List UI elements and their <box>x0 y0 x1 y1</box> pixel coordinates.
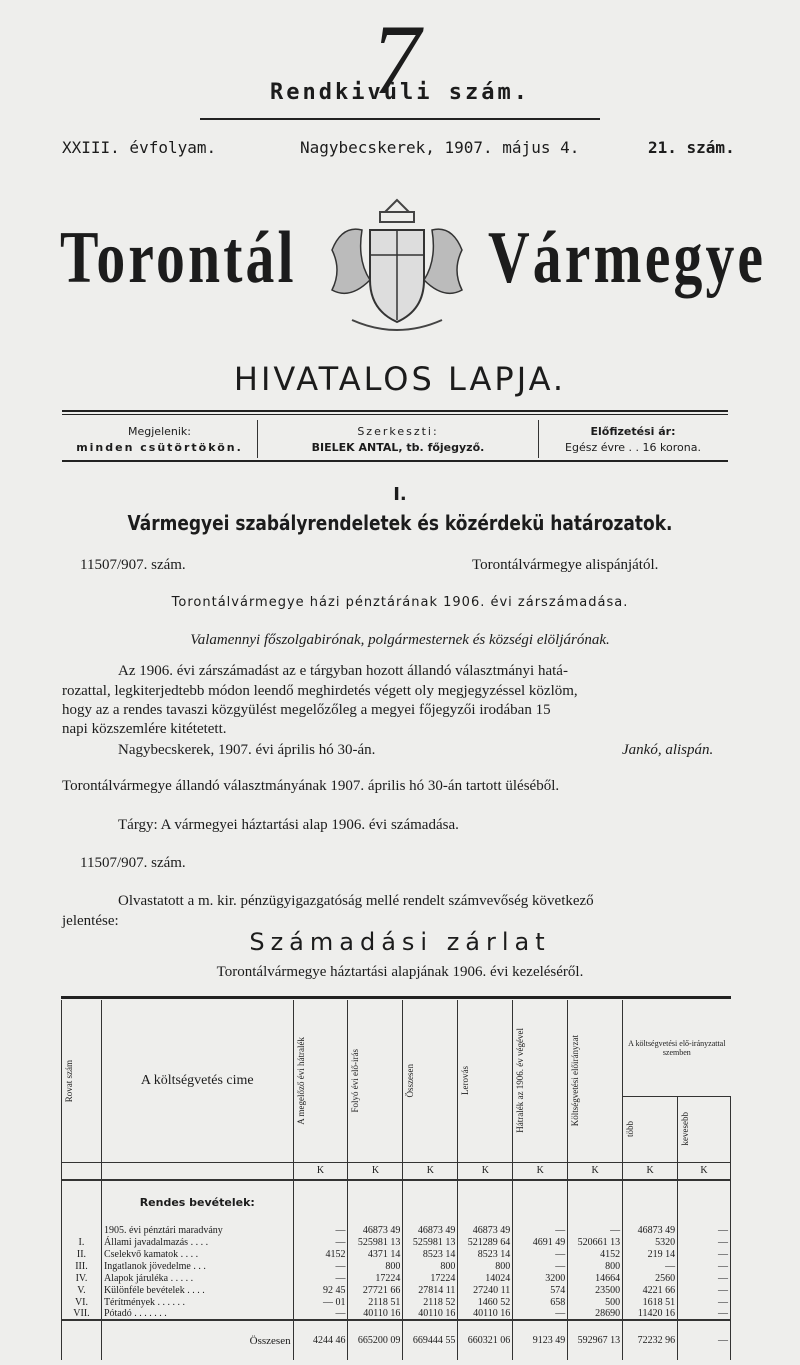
notice-paragraph-line: Az 1906. évi zárszámadást az e tárgyban hozott állandó választmányi hatá- <box>118 663 568 679</box>
cell-prev: — <box>293 1308 348 1320</box>
header-prev: A megelőző évi hátralék <box>293 1000 348 1162</box>
cell-total: 800 <box>403 1260 458 1272</box>
notice-signature: Jankó, alispán. <box>622 742 714 758</box>
cell-less: — <box>678 1284 731 1296</box>
table-row <box>62 1260 731 1272</box>
unit-k: K <box>568 1162 623 1180</box>
table-row <box>62 1236 731 1248</box>
cell-prev: — 01 <box>293 1296 348 1308</box>
cell-current: 800 <box>348 1260 403 1272</box>
cell-arrears: — <box>513 1260 568 1272</box>
cell-title: Alapok járuléka . . . . . <box>101 1272 293 1284</box>
section-label: Rendes bevételek: <box>101 1180 293 1224</box>
header-more: több <box>623 1096 678 1162</box>
unit-k: K <box>678 1162 731 1180</box>
notice-paragraph-line: rozattal, legkiterjedtebb módon leendő meghirdetés végett oly megjegyzéssel közlöm, <box>62 683 578 699</box>
total-prev: 4244 46 <box>293 1320 348 1360</box>
cell-paid: 27240 11 <box>458 1284 513 1296</box>
header-total: Összesen <box>403 1000 458 1162</box>
masthead-title-right: Vármegye <box>488 217 767 299</box>
divider <box>61 996 731 999</box>
cell-title: Pótadó . . . . . . . <box>101 1308 293 1320</box>
table-row <box>62 1308 731 1320</box>
cell-paid: 14024 <box>458 1272 513 1284</box>
cell-total: 525981 13 <box>403 1236 458 1248</box>
header-paid: Lerovás <box>458 1000 513 1162</box>
cell-more: 1618 51 <box>623 1296 678 1308</box>
budget-table <box>61 1000 731 1360</box>
cell-budget: — <box>568 1224 623 1236</box>
cell-current: 27721 66 <box>348 1284 403 1296</box>
notice-addressees: Valamennyi főszolgabirónak, polgármesternek és községi elöljárónak. <box>190 632 610 648</box>
masthead-subtitle: HIVATALOS LAPJA. <box>233 360 567 398</box>
cell-rovat: I. <box>62 1236 102 1248</box>
cell-current: 525981 13 <box>348 1236 403 1248</box>
subscription-value: Egész évre . . 16 korona. <box>565 441 701 454</box>
committee-subject: Tárgy: A vármegyei háztartási alap 1906. évi számadása. <box>118 817 459 833</box>
report-title: Számadási zárlat <box>249 928 551 956</box>
cell-paid: 800 <box>458 1260 513 1272</box>
committee-read-line: jelentése: <box>62 913 119 929</box>
cell-paid: 40110 16 <box>458 1308 513 1320</box>
cell-rovat <box>62 1224 102 1236</box>
cell-arrears: — <box>513 1248 568 1260</box>
volume-label: XXIII. évfolyam. <box>62 138 217 157</box>
section-number: I. <box>393 484 407 505</box>
cell-total: 2118 52 <box>403 1296 458 1308</box>
cell-rovat: III. <box>62 1260 102 1272</box>
cell-paid: 521289 64 <box>458 1236 513 1248</box>
report-subtitle: Torontálvármegye háztartási alapjának 1906. évi kezeléséről. <box>216 964 584 980</box>
cell-title: Állami javadalmazás . . . . <box>101 1236 293 1248</box>
coat-of-arms-icon <box>312 190 482 340</box>
cell-paid: 46873 49 <box>458 1224 513 1236</box>
cell-budget: 500 <box>568 1296 623 1308</box>
cell-prev: 92 45 <box>293 1284 348 1296</box>
cell-arrears: 574 <box>513 1284 568 1296</box>
cell-current: 4371 14 <box>348 1248 403 1260</box>
cell-more: 219 14 <box>623 1248 678 1260</box>
cell-total: 17224 <box>403 1272 458 1284</box>
cell-current: 2118 51 <box>348 1296 403 1308</box>
cell-arrears: — <box>513 1308 568 1320</box>
header-rovat: Rovat szám <box>62 1000 102 1162</box>
cell-rovat: VI. <box>62 1296 102 1308</box>
unit-k: K <box>403 1162 458 1180</box>
cell-prev: — <box>293 1236 348 1248</box>
cell-less: — <box>678 1248 731 1260</box>
issue-number: 21. szám. <box>648 138 735 157</box>
cell-arrears: 4691 49 <box>513 1236 568 1248</box>
cell-current: 17224 <box>348 1272 403 1284</box>
cell-prev: — <box>293 1260 348 1272</box>
cell-prev: — <box>293 1272 348 1284</box>
cell-budget: 28690 <box>568 1308 623 1320</box>
subscription-label: Előfizetési ár: <box>590 425 676 438</box>
header-current: Folyó évi elő-irás <box>348 1000 403 1162</box>
notice-date: Nagybecskerek, 1907. évi április hó 30-án. <box>118 742 376 758</box>
cell-budget: 14664 <box>568 1272 623 1284</box>
cell-rovat: V. <box>62 1284 102 1296</box>
cell-total: 8523 14 <box>403 1248 458 1260</box>
divider <box>62 414 728 415</box>
masthead-title-left: Torontál <box>60 217 297 299</box>
notice-ref: 11507/907. szám. <box>80 557 186 573</box>
cell-budget: 520661 13 <box>568 1236 623 1248</box>
total-paid: 660321 06 <box>458 1320 513 1360</box>
table-row <box>62 1248 731 1260</box>
cell-rovat: II. <box>62 1248 102 1260</box>
handwritten-number: 7 <box>364 4 430 115</box>
cell-less: — <box>678 1260 731 1272</box>
cell-current: 40110 16 <box>348 1308 403 1320</box>
cell-more: 11420 16 <box>623 1308 678 1320</box>
cell-rovat: IV. <box>62 1272 102 1284</box>
total-more: 72232 96 <box>623 1320 678 1360</box>
unit-k: K <box>348 1162 403 1180</box>
table-row <box>62 1224 731 1236</box>
cell-rovat: VII. <box>62 1308 102 1320</box>
cell-budget: 800 <box>568 1260 623 1272</box>
unit-k: K <box>513 1162 568 1180</box>
total-less: — <box>678 1320 731 1360</box>
info-box <box>62 420 728 458</box>
cell-more: 2560 <box>623 1272 678 1284</box>
cell-arrears: 658 <box>513 1296 568 1308</box>
cell-current: 46873 49 <box>348 1224 403 1236</box>
cell-arrears: — <box>513 1224 568 1236</box>
unit-k: K <box>623 1162 678 1180</box>
cell-total: 27814 11 <box>403 1284 458 1296</box>
publish-label: Megjelenik: <box>128 425 191 438</box>
cell-prev: 4152 <box>293 1248 348 1260</box>
table-row <box>62 1272 731 1284</box>
header-arrears: Hátralék az 1906. év végével <box>513 1000 568 1162</box>
cell-arrears: 3200 <box>513 1272 568 1284</box>
notice-paragraph-line: napi közszemlére kitétetett. <box>62 721 227 737</box>
table-row <box>62 1296 731 1308</box>
notice-paragraph-line: hogy az a rendes tavaszi közgyülést megelőzőleg a megyei főjegyzői irodában 15 <box>62 702 551 718</box>
total-label: Összesen <box>101 1320 293 1360</box>
unit-k: K <box>458 1162 513 1180</box>
divider <box>200 118 600 120</box>
notice-from: Torontálvármegye alispánjától. <box>472 557 659 573</box>
cell-total: 46873 49 <box>403 1224 458 1236</box>
publish-value: minden csütörtökön. <box>76 441 243 454</box>
cell-paid: 1460 52 <box>458 1296 513 1308</box>
header-less: kevesebb <box>678 1096 731 1162</box>
cell-budget: 23500 <box>568 1284 623 1296</box>
cell-less: — <box>678 1308 731 1320</box>
header-budget: Költségvetési előirányzat <box>568 1000 623 1162</box>
divider <box>62 410 728 412</box>
header-vs-group: A költségvetési elő-irányzattal szemben <box>623 1000 731 1096</box>
total-arrears: 9123 49 <box>513 1320 568 1360</box>
unit-k: K <box>293 1162 348 1180</box>
total-current: 665200 09 <box>348 1320 403 1360</box>
cell-more: 5320 <box>623 1236 678 1248</box>
cell-total: 40110 16 <box>403 1308 458 1320</box>
notice-heading: Torontálvármegye házi pénztárának 1906. évi zárszámadása. <box>171 595 629 610</box>
committee-line: Torontálvármegye állandó választmányának 1907. április hó 30-án tartott üléséből. <box>62 778 560 794</box>
cell-title: 1905. évi pénztári maradvány <box>101 1224 293 1236</box>
editor-label: Szerkeszti: <box>357 425 439 438</box>
special-issue-title: Rendkivüli szám. <box>270 80 530 105</box>
cell-paid: 8523 14 <box>458 1248 513 1260</box>
cell-more: 4221 66 <box>623 1284 678 1296</box>
cell-prev: — <box>293 1224 348 1236</box>
header-title: A költségvetés cime <box>101 1000 293 1162</box>
committee-ref: 11507/907. szám. <box>80 855 186 871</box>
section-title: Vármegyei szabályrendeletek és közérdekü határozatok. <box>127 511 673 535</box>
committee-read-line: Olvastatott a m. kir. pénzügyigazgatóság mellé rendelt számvevőség következő <box>118 893 594 909</box>
editor-value: BIELEK ANTAL, tb. főjegyző. <box>311 441 485 454</box>
cell-less: — <box>678 1272 731 1284</box>
table-row <box>62 1284 731 1296</box>
total-total: 669444 55 <box>403 1320 458 1360</box>
total-budget: 592967 13 <box>568 1320 623 1360</box>
cell-title: Térítmények . . . . . . <box>101 1296 293 1308</box>
divider <box>62 460 728 462</box>
cell-less: — <box>678 1296 731 1308</box>
cell-title: Ingatlanok jövedelme . . . <box>101 1260 293 1272</box>
cell-less: — <box>678 1224 731 1236</box>
place-date: Nagybecskerek, 1907. május 4. <box>300 138 580 157</box>
cell-title: Cselekvő kamatok . . . . <box>101 1248 293 1260</box>
cell-budget: 4152 <box>568 1248 623 1260</box>
cell-more: — <box>623 1260 678 1272</box>
cell-title: Különféle bevételek . . . . <box>101 1284 293 1296</box>
cell-more: 46873 49 <box>623 1224 678 1236</box>
cell-less: — <box>678 1236 731 1248</box>
